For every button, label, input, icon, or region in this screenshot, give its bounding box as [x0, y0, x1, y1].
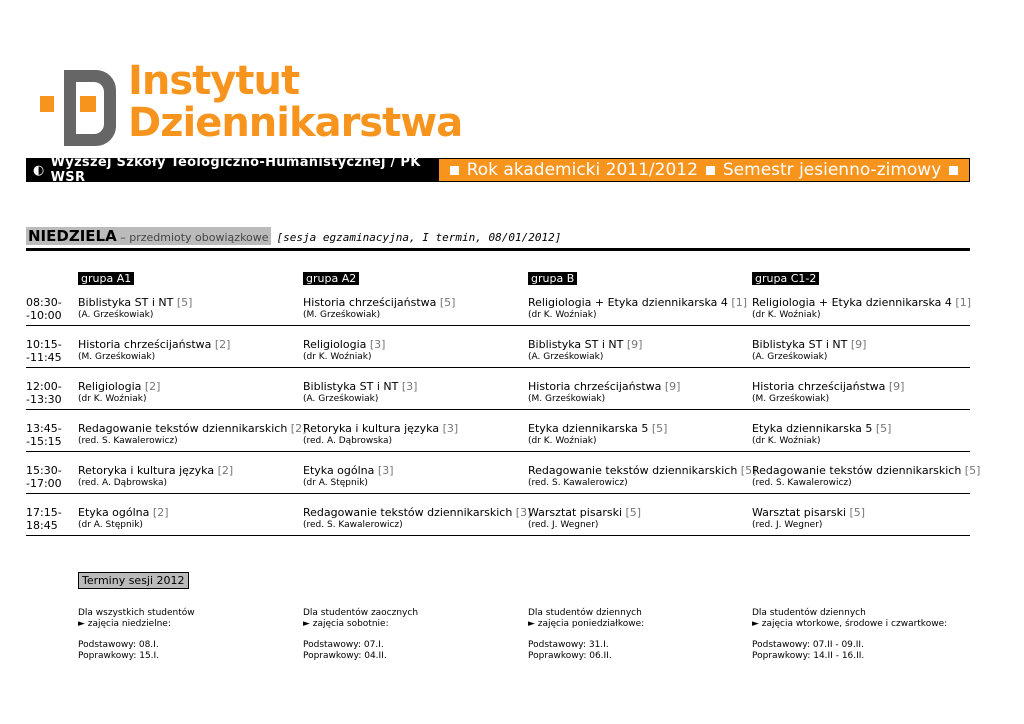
schedule-row: [26, 462, 981, 494]
spacer: [303, 630, 418, 640]
session-retake: Poprawkowy: 14.II - 16.II.: [752, 651, 865, 661]
subject: Historia chrześcijaństwa: [78, 338, 215, 351]
teacher: (red. S. Kawalerowicz): [78, 436, 178, 446]
day-heading: [26, 226, 970, 251]
subject-count: [3]: [377, 464, 394, 477]
schedule-cell: [78, 422, 306, 448]
subject-count: [3]: [401, 380, 418, 393]
session-line2: ► zajęcia sobotnie:: [303, 619, 389, 629]
session-line1: Dla wszystkich studentów: [78, 608, 195, 618]
schedule-cell: [752, 296, 971, 322]
schedule-cell: [528, 296, 747, 322]
subject-count: [2]: [152, 506, 169, 519]
square-bullet-icon: [450, 166, 459, 175]
subject-count: [3]: [515, 506, 532, 519]
subject: Religiologia: [303, 338, 370, 351]
subject: Warsztat pisarski: [752, 506, 850, 519]
time-slot: [26, 296, 62, 322]
session-retake: Poprawkowy: 15.I.: [78, 651, 160, 661]
time-end: -11:45: [26, 351, 62, 364]
teacher: (M. Grześkowiak): [528, 394, 606, 404]
square-bullet-icon: [706, 166, 715, 175]
teacher: (dr A. Stępnik): [303, 478, 368, 488]
time-start: 08:30-: [26, 296, 62, 309]
subject-count: [5]: [849, 506, 866, 519]
subject-count: [9]: [850, 338, 867, 351]
subject-count: [5]: [176, 296, 193, 309]
subject: Etyka ogólna: [303, 464, 378, 477]
subject: Etyka ogólna: [78, 506, 153, 519]
session-retake: Poprawkowy: 04.II.: [303, 651, 387, 661]
schedule-cell: [78, 296, 192, 322]
subject-count: [9]: [664, 380, 681, 393]
schedule-cell: [303, 380, 417, 406]
subject-count: [5]: [875, 422, 892, 435]
time-start: 17:15-: [26, 506, 62, 519]
teacher: (red. S. Kawalerowicz): [528, 478, 628, 488]
session-note: [sesja egzaminacyjna, I termin, 08/01/2012]: [276, 231, 562, 244]
time-start: 13:45-: [26, 422, 62, 435]
subject-count: [5]: [651, 422, 668, 435]
teacher: (dr K. Woźniak): [303, 352, 372, 362]
spacer: [752, 630, 947, 640]
time-start: 10:15-: [26, 338, 62, 351]
schedule-cell: [303, 296, 455, 322]
session-line1: Dla studentów zaocznych: [303, 608, 419, 618]
university-label: [27, 155, 439, 185]
brand-line1: Instytut: [128, 58, 300, 104]
schedule-cell: [528, 380, 680, 406]
schedule-cell: [752, 380, 904, 406]
logo-dot: [80, 96, 96, 112]
time-slot: [26, 464, 62, 490]
group-header: grupa C1-2: [752, 272, 819, 285]
teacher: (red. J. Wegner): [752, 520, 823, 530]
session-line1: Dla studentów dziennych: [752, 608, 866, 618]
schedule-cell: [78, 380, 160, 406]
teacher: (red. S. Kawalerowicz): [752, 478, 852, 488]
logo-dot-left: [40, 96, 54, 112]
session-info-block: [752, 608, 947, 662]
teacher: (M. Grześkowiak): [752, 394, 830, 404]
brand-line2: Dziennikarstwa: [128, 100, 463, 146]
subject-count: [3]: [442, 422, 459, 435]
day-label-box: [26, 227, 271, 245]
subject: Biblistyka ST i NT: [78, 296, 177, 309]
subject-count: [2]: [290, 422, 307, 435]
schedule-cell: [528, 338, 642, 364]
schedule-cell: [78, 338, 230, 364]
group-header: grupa A2: [303, 272, 359, 285]
teacher: (dr A. Stępnik): [78, 520, 143, 530]
subject: Etyka dziennikarska 5: [528, 422, 652, 435]
academic-year: Rok akademicki 2011/2012: [466, 160, 698, 180]
time-start: 15:30-: [26, 464, 62, 477]
subject: Biblistyka ST i NT: [528, 338, 627, 351]
schedule-cell: [303, 422, 458, 448]
teacher: (red. J. Wegner): [528, 520, 599, 530]
teacher: (red. A. Dąbrowska): [78, 478, 168, 488]
header-bar: [26, 155, 970, 185]
session-basic: Podstawowy: 08.I.: [78, 640, 159, 650]
teacher: (A. Grześkowiak): [303, 394, 379, 404]
subject-count: [5]: [964, 464, 981, 477]
schedule-row: [26, 504, 970, 536]
subject: Historia chrześcijaństwa: [303, 296, 440, 309]
university-text: Wyższej Szkoły Teologiczno-Humanistycznej / PK WSR: [50, 155, 421, 185]
subject-count: [2]: [217, 464, 234, 477]
subject-count: [5]: [439, 296, 456, 309]
subject-count: [2]: [144, 380, 161, 393]
schedule-cell: [752, 464, 980, 490]
teacher: (M. Grześkowiak): [78, 352, 156, 362]
schedule-cell: [78, 506, 169, 532]
time-end: -13:30: [26, 393, 62, 406]
subject-count: [9]: [626, 338, 643, 351]
square-bullet-icon: [949, 166, 958, 175]
teacher: (dr K. Woźniak): [528, 436, 597, 446]
semester: Semestr jesienno-zimowy: [722, 160, 942, 180]
session-basic: Podstawowy: 31.I.: [528, 640, 609, 650]
schedule-cell: [752, 422, 891, 448]
institute-logo: [40, 70, 116, 146]
spacer: [78, 630, 195, 640]
spacer: [528, 630, 644, 640]
subject: Redagowanie tekstów dziennikarskich: [78, 422, 291, 435]
time-start: 12:00-: [26, 380, 62, 393]
session-basic: Podstawowy: 07.II - 09.II.: [752, 640, 864, 650]
schedule-cell: [752, 506, 865, 532]
session-line2: ► zajęcia niedzielne:: [78, 619, 171, 629]
teacher: (red. A. Dąbrowska): [303, 436, 393, 446]
subject: Religiologia + Etyka dziennikarska 4: [752, 296, 956, 309]
subject-count: [1]: [955, 296, 972, 309]
subject: Religiologia: [78, 380, 145, 393]
subject: Biblistyka ST i NT: [752, 338, 851, 351]
schedule-cell: [303, 506, 531, 532]
subject: Retoryka i kultura języka: [303, 422, 443, 435]
teacher: (dr K. Woźniak): [528, 310, 597, 320]
subject: Redagowanie tekstów dziennikarskich: [303, 506, 516, 519]
teacher: (red. S. Kawalerowicz): [303, 520, 403, 530]
subject-count: [1]: [731, 296, 748, 309]
day-subtitle: – przedmioty obowiązkowe: [116, 231, 269, 244]
subject: Biblistyka ST i NT: [303, 380, 402, 393]
subject-count: [5]: [740, 464, 757, 477]
time-slot: [26, 380, 62, 406]
subject: Religiologia + Etyka dziennikarska 4: [528, 296, 732, 309]
time-end: -15:15: [26, 435, 62, 448]
subject: Retoryka i kultura języka: [78, 464, 218, 477]
time-slot: [26, 338, 62, 364]
session-line2: ► zajęcia wtorkowe, środowe i czwartkowe:: [752, 619, 948, 629]
group-header: grupa B: [528, 272, 577, 285]
time-slot: [26, 506, 62, 532]
session-info-block: [528, 608, 644, 662]
day-name: NIEDZIELA: [28, 227, 117, 245]
session-retake: Poprawkowy: 06.II.: [528, 651, 612, 661]
academic-year-bar: [439, 159, 969, 181]
teacher: (dr K. Woźniak): [78, 394, 147, 404]
teacher: (A. Grześkowiak): [752, 352, 828, 362]
brand-name: [128, 60, 462, 144]
teacher: (M. Grześkowiak): [303, 310, 381, 320]
time-slot: [26, 422, 62, 448]
session-line2: ► zajęcia poniedziałkowe:: [528, 619, 645, 629]
schedule-cell: [303, 338, 385, 364]
session-info-block: [303, 608, 418, 662]
group-header: grupa A1: [78, 272, 134, 285]
teacher: (dr K. Woźniak): [752, 310, 821, 320]
schedule-cell: [528, 506, 641, 532]
speaker-icon: ◐: [33, 162, 45, 178]
schedule-row: [26, 378, 970, 410]
schedule-cell: [78, 464, 233, 490]
schedule-cell: [528, 464, 756, 490]
schedule-row: [26, 420, 970, 452]
schedule-cell: [752, 338, 866, 364]
schedule-row: [26, 294, 970, 326]
subject: Redagowanie tekstów dziennikarskich: [528, 464, 741, 477]
schedule-cell: [303, 464, 394, 490]
teacher: (A. Grześkowiak): [528, 352, 604, 362]
time-end: -17:00: [26, 477, 62, 490]
subject-count: [2]: [214, 338, 231, 351]
session-info-block: [78, 608, 195, 662]
subject-count: [9]: [888, 380, 905, 393]
teacher: (dr K. Woźniak): [752, 436, 821, 446]
session-line1: Dla studentów dziennych: [528, 608, 642, 618]
time-end: -10:00: [26, 309, 62, 322]
subject-count: [5]: [625, 506, 642, 519]
schedule-row: [26, 336, 970, 368]
session-basic: Podstawowy: 07.I.: [303, 640, 384, 650]
time-end: 18:45: [26, 519, 58, 532]
schedule-cell: [528, 422, 667, 448]
session-dates-label: Terminy sesji 2012: [78, 572, 189, 589]
teacher: (A. Grześkowiak): [78, 310, 154, 320]
subject: Warsztat pisarski: [528, 506, 626, 519]
subject: Etyka dziennikarska 5: [752, 422, 876, 435]
subject: Historia chrześcijaństwa: [528, 380, 665, 393]
subject-count: [3]: [369, 338, 386, 351]
subject: Historia chrześcijaństwa: [752, 380, 889, 393]
subject: Redagowanie tekstów dziennikarskich: [752, 464, 965, 477]
